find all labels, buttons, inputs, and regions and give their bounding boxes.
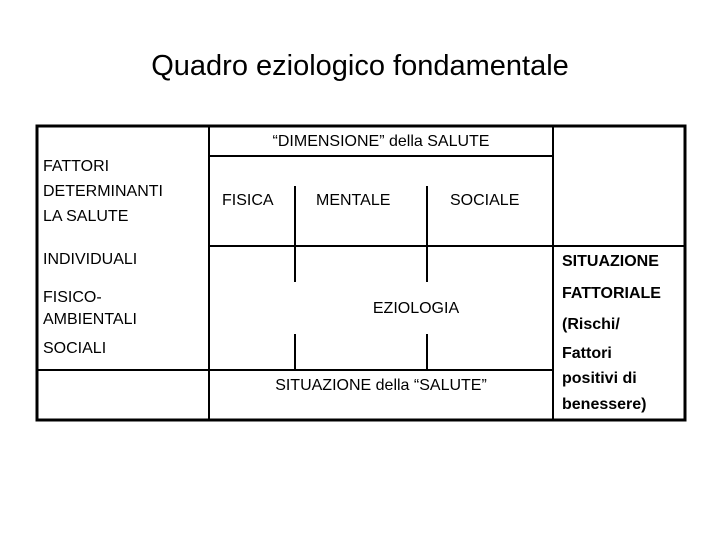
side-note-line: SITUAZIONE <box>562 253 659 270</box>
row-individuali: INDIVIDUALI <box>43 251 138 268</box>
row-header-line: FATTORI <box>43 158 110 175</box>
center-label-eziologia: EZIOLOGIA <box>372 300 460 317</box>
side-note-line: FATTORIALE <box>562 285 661 302</box>
side-note-line: benessere) <box>562 396 647 413</box>
page-title: Quadro eziologico fondamentale <box>151 50 569 82</box>
row-ambientali: AMBIENTALI <box>43 311 137 328</box>
row-fisico: FISICO- <box>43 289 102 306</box>
side-note-line: (Rischi/ <box>562 316 620 333</box>
row-header-line: LA SALUTE <box>43 208 129 225</box>
bottom-label-situazione: SITUAZIONE della “SALUTE” <box>275 377 487 394</box>
column-sociale: SOCIALE <box>450 192 520 209</box>
row-header-line: DETERMINANTI <box>43 183 163 200</box>
column-fisica: FISICA <box>222 192 274 209</box>
row-sociali: SOCIALI <box>43 340 107 357</box>
column-mentale: MENTALE <box>316 192 391 209</box>
dimension-header: “DIMENSIONE” della SALUTE <box>272 133 490 150</box>
side-note-line: positivi di <box>562 370 637 387</box>
side-note-line: Fattori <box>562 345 612 362</box>
